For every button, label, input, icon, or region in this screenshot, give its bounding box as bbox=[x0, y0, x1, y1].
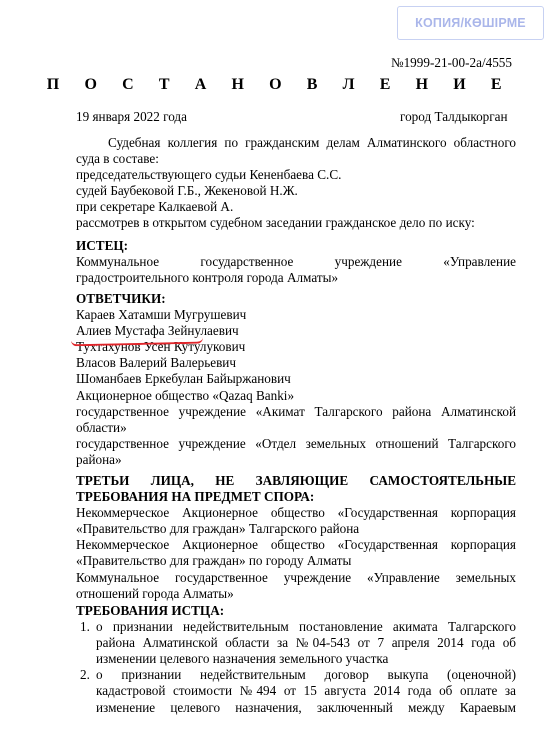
defendant-item: Власов Валерий Валерьевич bbox=[76, 355, 236, 371]
case-number: №1999-21-00-2а/4555 bbox=[391, 55, 512, 70]
copy-stamp: КОПИЯ/КӨШІРМЕ bbox=[397, 6, 544, 40]
third-parties-heading: ТРЕТЬИ ЛИЦА, НЕ ЗАВЛЯЮЩИЕ САМОСТОЯТЕЛЬНЫЕ bbox=[76, 473, 516, 488]
defendant-item: Акционерное общество «Qazaq Banki» bbox=[76, 387, 295, 403]
defendant-line: области» bbox=[76, 419, 127, 435]
third-parties-block bbox=[76, 473, 516, 602]
third-party-line: отношений города Алматы» bbox=[76, 585, 234, 601]
plaintiff-line: Коммунальное государственное учреждение «Управление bbox=[76, 254, 516, 270]
requirement-item bbox=[76, 619, 516, 667]
third-party-line: «Правительство для граждан» по городу Алматы bbox=[76, 553, 352, 569]
requirement-line: района Алматинской области за №04-543 от 7 апреля 2014 года об bbox=[96, 635, 516, 651]
third-party-line: Коммунальное государственное учреждение «Управление земельных bbox=[76, 569, 516, 585]
defendant-item: Тухтахунов Усен Кутулукович bbox=[76, 339, 246, 355]
defendant-item: Шоманбаев Еркебулан Байыржанович bbox=[76, 371, 291, 387]
plaintiff-block bbox=[76, 238, 516, 286]
defendant-line: государственное учреждение «Отдел земельных отношений Талгарского bbox=[76, 435, 516, 451]
document-date: 19 января 2022 года bbox=[76, 109, 187, 124]
intro-line: при секретаре Калкаевой А. bbox=[76, 199, 234, 215]
intro-line: Судебная коллегия по гражданским делам Алматинского областного bbox=[108, 135, 516, 150]
requirements-heading: ТРЕБОВАНИЯ ИСТЦА: bbox=[76, 603, 225, 618]
requirement-line: кадастровой стоимости №494 от 15 августа 2014 года об оплате за bbox=[96, 683, 516, 699]
third-party-line: Некоммерческое Акционерное общество «Государственная корпорация bbox=[76, 505, 516, 521]
third-party-line: «Правительство для граждан» Талгарского района bbox=[76, 521, 360, 537]
requirement-marker: 1. bbox=[80, 619, 90, 635]
requirement-marker: 2. bbox=[80, 667, 90, 683]
plaintiff-line: градостроительного контроля города Алматы» bbox=[76, 270, 339, 286]
intro-line: председательствующего судьи Кененбаева С.С. bbox=[76, 167, 342, 183]
defendants-block bbox=[76, 291, 516, 468]
requirement-line: изменении целевого назначения земельного участка bbox=[96, 651, 389, 667]
defendant-item: Караев Хатамши Мугрушевич bbox=[76, 307, 247, 323]
intro-line: судей Баубековой Г.Б., Жекеновой Н.Ж. bbox=[76, 183, 298, 199]
defendant-line: государственное учреждение «Акимат Талгарского района Алматинской bbox=[76, 403, 516, 419]
document-city: город Талдыкорган bbox=[400, 109, 508, 124]
intro-line: рассмотрев в открытом судебном заседании гражданское дело по иску: bbox=[76, 215, 475, 231]
defendant-item: Алиев Мустафа Зейнулаевич bbox=[76, 323, 239, 339]
third-party-line: Некоммерческое Акционерное общество «Государственная корпорация bbox=[76, 537, 516, 553]
intro-block bbox=[76, 135, 516, 232]
document-title: П О С Т А Н О В Л Е Н И Е bbox=[46, 76, 513, 93]
requirement-line: о признании недействительным договор выкупа (оценочной) bbox=[96, 667, 516, 683]
intro-line: суда в составе: bbox=[76, 151, 159, 167]
requirement-line: изменение целевого назначения, заключенный между Караевым bbox=[96, 699, 516, 715]
defendants-heading: ОТВЕТЧИКИ: bbox=[76, 291, 166, 306]
plaintiff-heading: ИСТЕЦ: bbox=[76, 238, 129, 253]
requirements-list bbox=[76, 619, 516, 716]
requirement-item bbox=[76, 667, 516, 715]
defendant-line: района» bbox=[76, 451, 122, 467]
requirements-block bbox=[76, 603, 516, 716]
third-parties-heading: ТРЕБОВАНИЯ НА ПРЕДМЕТ СПОРА: bbox=[76, 489, 315, 505]
requirement-line: о признании недействительным постановление акимата Талгарского bbox=[96, 619, 516, 635]
